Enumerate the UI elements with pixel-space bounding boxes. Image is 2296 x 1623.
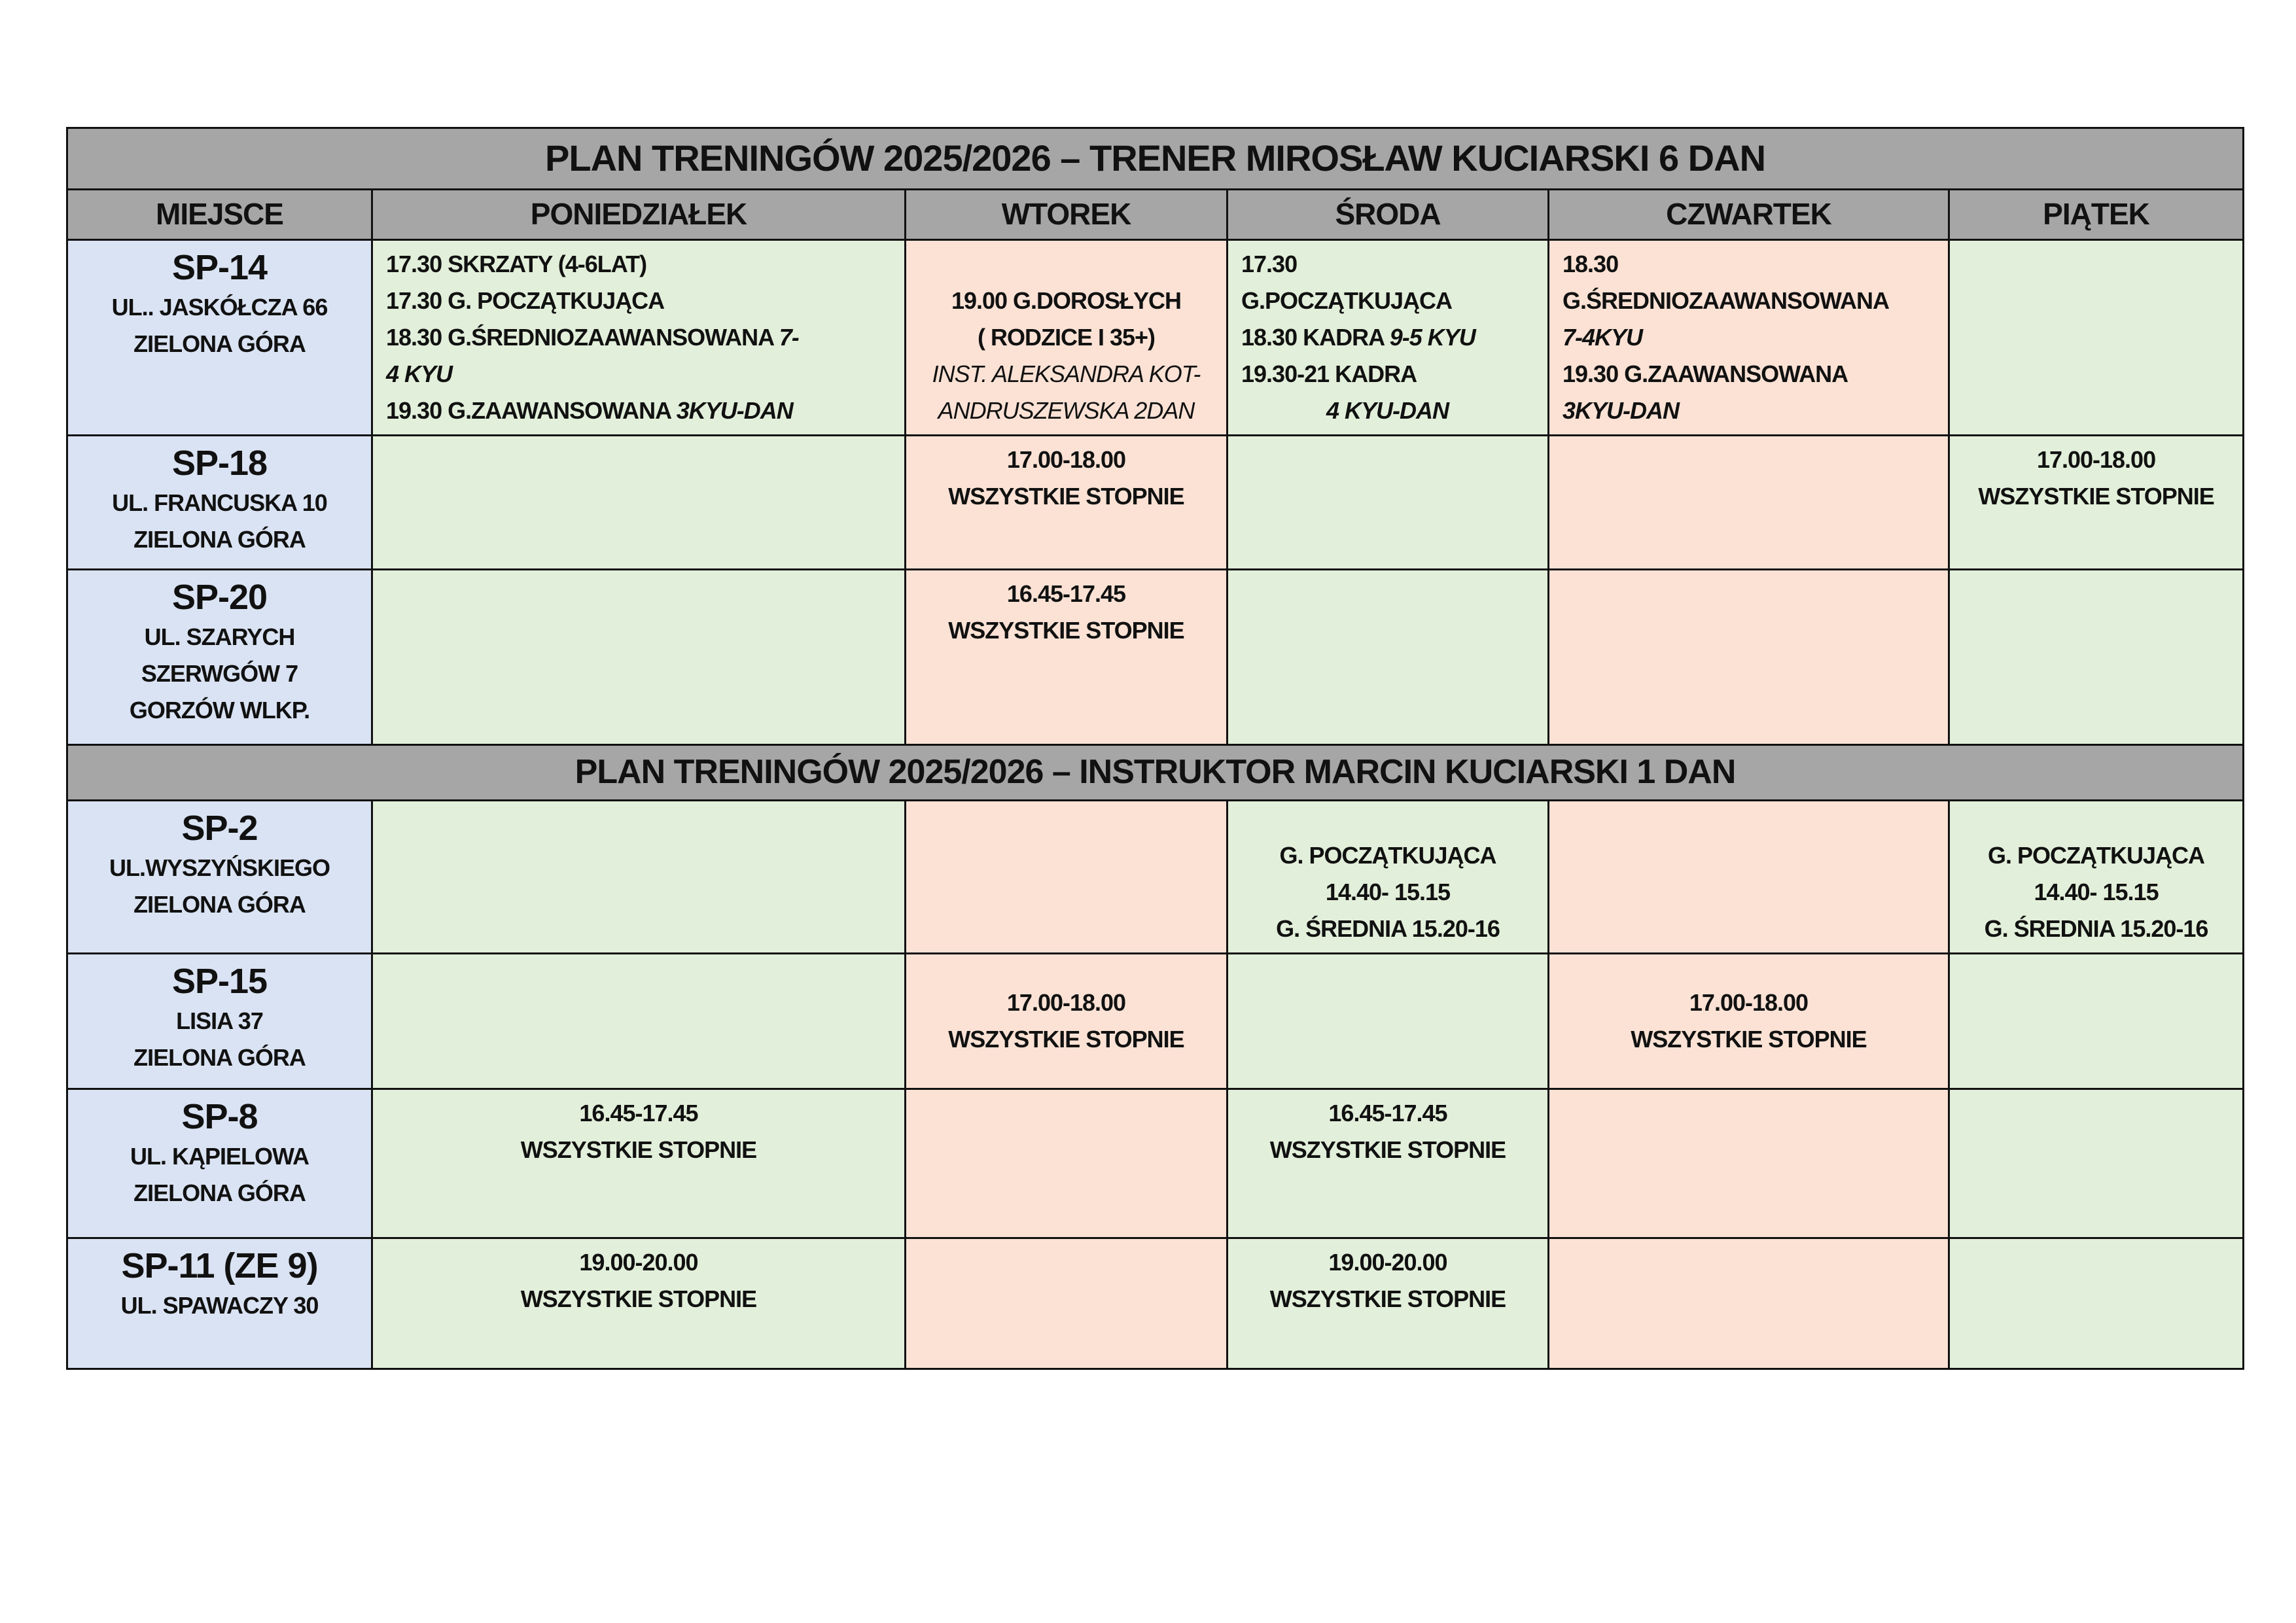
location-row <box>67 1238 2244 1369</box>
schedule-cell-czwartek <box>1549 436 1949 570</box>
address-line: UL. SPAWACZY 30 <box>120 1292 319 1319</box>
address-line: UL. KĄPIELOWA <box>130 1143 309 1170</box>
schedule-line <box>1563 356 1935 393</box>
grade-text: ANDRUSZEWSKA 2DAN <box>938 397 1195 424</box>
schedule-text: 18.30 KADRA <box>1241 324 1390 351</box>
schedule-cell-środa <box>1227 570 1549 745</box>
schedule-text: WSZYSTKIE STOPNIE <box>520 1136 757 1163</box>
schedule-text: 16.45-17.45 <box>1328 1100 1447 1126</box>
school-code: SP-2 <box>181 809 258 848</box>
schedule-text: G. POCZĄTKUJĄCA <box>1988 842 2205 869</box>
schedule-cell-poniedziałek <box>372 1238 906 1369</box>
column-header-1: PONIEDZIAŁEK <box>372 190 906 240</box>
schedule-line <box>1241 1244 1534 1281</box>
schedule-line <box>919 1021 1213 1058</box>
schedule-cell-poniedziałek <box>372 801 906 954</box>
schedule-line <box>386 1281 891 1318</box>
address-line: GORZÓW WLKP. <box>129 697 310 724</box>
schedule-cell-czwartek <box>1549 1238 1949 1369</box>
grade-text: 7- <box>779 324 799 351</box>
schedule-cell-poniedziałek <box>372 436 906 570</box>
address-line: ZIELONA GÓRA <box>133 891 306 918</box>
schedule-line <box>1241 1132 1534 1168</box>
schedule-line <box>386 1244 891 1281</box>
schedule-cell-piątek <box>1949 1238 2244 1369</box>
schedule-cell-poniedziałek <box>372 954 906 1089</box>
location-row <box>67 801 2244 954</box>
schedule-line <box>1963 837 2229 874</box>
schedule-title-instructor: PLAN TRENINGÓW 2025/2026 – INSTRUKTOR MARCIN KUCIARSKI 1 DAN <box>67 745 2244 801</box>
schedule-text: G.POCZĄTKUJĄCA <box>1241 287 1453 314</box>
column-header-4: CZWARTEK <box>1549 190 1949 240</box>
schedule-line <box>919 356 1213 393</box>
location-row <box>67 436 2244 570</box>
grade-text: 4 KYU-DAN <box>1326 397 1449 424</box>
schedule-text: WSZYSTKIE STOPNIE <box>1269 1136 1506 1163</box>
address-line: ZIELONA GÓRA <box>133 1044 306 1071</box>
schedule-line <box>919 478 1213 515</box>
schedule-text: 19.00 G.DOROSŁYCH <box>951 287 1182 314</box>
schedule-cell-piątek <box>1949 570 2244 745</box>
schedule-text: 17.30 <box>1241 251 1298 277</box>
location-row <box>67 240 2244 436</box>
schedule-cell-poniedziałek <box>372 1089 906 1238</box>
schedule-text: G.ŚREDNIOZAAWANSOWANA <box>1563 287 1890 314</box>
address-line: ZIELONA GÓRA <box>133 526 306 553</box>
grade-text: 3KYU-DAN <box>676 397 793 424</box>
schedule-text: WSZYSTKIE STOPNIE <box>948 1026 1184 1053</box>
column-header-0: MIEJSCE <box>67 190 372 240</box>
schedule-cell-środa <box>1227 1089 1549 1238</box>
schedule-line <box>1563 985 1935 1021</box>
school-code: SP-20 <box>171 578 268 617</box>
location-cell <box>67 1089 372 1238</box>
column-header-2: WTOREK <box>906 190 1227 240</box>
schedule-line <box>919 612 1213 649</box>
schedule-cell-czwartek <box>1549 954 1949 1089</box>
schedule-line <box>386 319 891 356</box>
address-line: UL.WYSZYŃSKIEGO <box>109 854 330 881</box>
schedule-text: 16.45-17.45 <box>1006 580 1126 607</box>
schedule-text: G. ŚREDNIA 15.20-16 <box>1276 915 1500 942</box>
schedule-line <box>1963 874 2229 911</box>
address-line: SZERWGÓW 7 <box>141 660 298 687</box>
schedule-line <box>1963 442 2229 478</box>
schedule-line <box>919 985 1213 1021</box>
schedule-text: WSZYSTKIE STOPNIE <box>520 1285 757 1312</box>
schedule-cell-piątek <box>1949 801 2244 954</box>
schedule-cell-poniedziałek <box>372 570 906 745</box>
schedule-text: 19.00-20.00 <box>1328 1249 1447 1276</box>
schedule-line <box>919 576 1213 612</box>
schedule-text: WSZYSTKIE STOPNIE <box>1631 1026 1867 1053</box>
schedule-text: 19.30 G.ZAAWANSOWANA <box>386 397 677 424</box>
schedule-line <box>1241 393 1534 429</box>
address-line: UL.. JASKÓŁCZA 66 <box>111 294 328 321</box>
location-cell <box>67 954 372 1089</box>
schedule-line <box>1563 246 1935 283</box>
schedule-cell-środa <box>1227 801 1549 954</box>
school-code: SP-8 <box>181 1097 258 1136</box>
schedule-line <box>386 1132 891 1168</box>
location-row <box>67 570 2244 745</box>
schedule-text: 19.00-20.00 <box>579 1249 698 1276</box>
schedule-text: WSZYSTKIE STOPNIE <box>948 617 1184 644</box>
schedule-cell-czwartek <box>1549 570 1949 745</box>
schedule-line <box>1563 283 1935 319</box>
schedule-text: 17.30 G. POCZĄTKUJĄCA <box>386 287 665 314</box>
schedule-line <box>386 1095 891 1132</box>
schedule-line <box>1241 319 1534 356</box>
schedule-line <box>1563 319 1935 356</box>
grade-text: INST. ALEKSANDRA KOT- <box>932 360 1201 387</box>
schedule-title-trainer: PLAN TRENINGÓW 2025/2026 – TRENER MIROSŁAW KUCIARSKI 6 DAN <box>67 128 2244 190</box>
schedule-cell-wtorek <box>906 1089 1227 1238</box>
schedule-text: WSZYSTKIE STOPNIE <box>1269 1285 1506 1312</box>
schedule-cell-środa <box>1227 954 1549 1089</box>
schedule-text: 19.30 G.ZAAWANSOWANA <box>1563 360 1848 387</box>
schedule-text: 17.00-18.00 <box>1006 446 1126 473</box>
schedule-cell-piątek <box>1949 240 2244 436</box>
schedule-line <box>386 283 891 319</box>
address-line: UL. SZARYCH <box>144 623 295 650</box>
schedule-text: 17.30 SKRZATY (4-6LAT) <box>386 251 647 277</box>
schedule-text: 14.40- 15.15 <box>1325 879 1451 905</box>
schedule-line <box>1241 1281 1534 1318</box>
schedule-cell-środa <box>1227 436 1549 570</box>
schedule-cell-piątek <box>1949 1089 2244 1238</box>
schedule-text: 17.00-18.00 <box>1006 989 1126 1016</box>
schedule-cell-wtorek <box>906 1238 1227 1369</box>
schedule-line <box>1963 911 2229 947</box>
location-row <box>67 954 2244 1089</box>
location-cell <box>67 801 372 954</box>
school-code: SP-15 <box>171 962 268 1001</box>
schedule-text: 17.00-18.00 <box>1689 989 1809 1016</box>
schedule-line <box>1241 246 1534 283</box>
school-code: SP-14 <box>171 248 268 287</box>
location-row <box>67 1089 2244 1238</box>
school-code: SP-11 (ZE 9) <box>121 1246 318 1285</box>
schedule-cell-czwartek <box>1549 240 1949 436</box>
schedule-line <box>919 319 1213 356</box>
location-cell <box>67 1238 372 1369</box>
grade-text: 7-4KYU <box>1563 324 1643 351</box>
schedule-cell-czwartek <box>1549 1089 1949 1238</box>
schedule-cell-wtorek <box>906 570 1227 745</box>
address-line: UL. FRANCUSKA 10 <box>112 489 327 516</box>
grade-text: 4 KYU <box>386 360 453 387</box>
schedule-cell-piątek <box>1949 436 2244 570</box>
schedule-line <box>919 246 1213 283</box>
schedule-cell-poniedziałek <box>372 240 906 436</box>
grade-text: 9-5 KYU <box>1389 324 1475 351</box>
schedule-cell-wtorek <box>906 240 1227 436</box>
location-cell <box>67 240 372 436</box>
schedule-text: 19.30-21 KADRA <box>1241 360 1417 387</box>
location-cell <box>67 570 372 745</box>
grade-text: 3KYU-DAN <box>1563 397 1680 424</box>
column-header-3: ŚRODA <box>1227 190 1549 240</box>
training-schedule-table <box>66 127 2244 1370</box>
schedule-line <box>386 393 891 429</box>
school-code: SP-18 <box>171 444 268 483</box>
schedule-line <box>919 442 1213 478</box>
address-line: ZIELONA GÓRA <box>133 330 306 357</box>
schedule-cell-piątek <box>1949 954 2244 1089</box>
schedule-text: 18.30 G.ŚREDNIOZAAWANSOWANA <box>386 324 779 351</box>
schedule-text: 18.30 <box>1563 251 1619 277</box>
schedule-line <box>1963 478 2229 515</box>
schedule-line <box>1563 393 1935 429</box>
schedule-text: G. ŚREDNIA 15.20-16 <box>1984 915 2208 942</box>
schedule-cell-wtorek <box>906 436 1227 570</box>
address-line: LISIA 37 <box>176 1007 263 1034</box>
schedule-line <box>1241 356 1534 393</box>
schedule-text: 17.00-18.00 <box>2036 446 2156 473</box>
schedule-line <box>919 283 1213 319</box>
schedule-line <box>1241 874 1534 911</box>
schedule-line <box>919 393 1213 429</box>
schedule-text: G. POCZĄTKUJĄCA <box>1279 842 1496 869</box>
column-header-5: PIĄTEK <box>1949 190 2244 240</box>
schedule-cell-wtorek <box>906 954 1227 1089</box>
schedule-line <box>1241 837 1534 874</box>
schedule-cell-wtorek <box>906 801 1227 954</box>
schedule-line <box>386 246 891 283</box>
schedule-text: ( RODZICE I 35+) <box>977 324 1156 351</box>
schedule-line <box>1241 1095 1534 1132</box>
schedule-line <box>386 356 891 393</box>
schedule-cell-środa <box>1227 240 1549 436</box>
schedule-text: WSZYSTKIE STOPNIE <box>948 483 1184 510</box>
schedule-text: WSZYSTKIE STOPNIE <box>1978 483 2214 510</box>
schedule-text: 16.45-17.45 <box>579 1100 698 1126</box>
schedule-line <box>1563 1021 1935 1058</box>
address-line: ZIELONA GÓRA <box>133 1179 306 1206</box>
schedule-cell-środa <box>1227 1238 1549 1369</box>
schedule-line <box>1241 283 1534 319</box>
schedule-cell-czwartek <box>1549 801 1949 954</box>
schedule-line <box>1241 911 1534 947</box>
location-cell <box>67 436 372 570</box>
schedule-text: 14.40- 15.15 <box>2034 879 2159 905</box>
